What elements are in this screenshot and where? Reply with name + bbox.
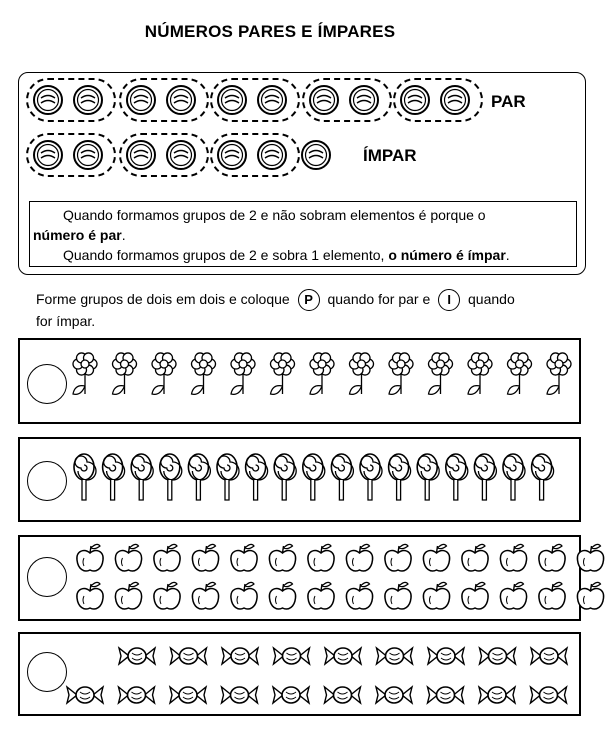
coin-icon <box>72 139 104 171</box>
candy-icon <box>428 648 464 664</box>
lollipop-icon <box>246 454 268 500</box>
par-label: PAR <box>491 92 526 111</box>
exercise-row-apples <box>18 535 581 621</box>
lollipop-icon <box>217 454 239 500</box>
coin-icon <box>348 84 380 116</box>
coin-icon <box>72 84 104 116</box>
flower-items <box>20 340 583 426</box>
apple-icon <box>423 582 449 609</box>
coin-icon <box>256 84 288 116</box>
candy-icon <box>119 687 155 703</box>
flower-icon <box>231 353 255 394</box>
lollipop-icon <box>303 454 325 500</box>
flower-icon <box>508 353 532 394</box>
coin-icon <box>165 139 197 171</box>
candy-icon <box>480 648 516 664</box>
lollipop-icon <box>474 454 496 500</box>
apple-icon <box>77 544 103 571</box>
apple-icon <box>577 544 603 571</box>
lollipop-icon <box>360 454 382 500</box>
exercise-row-candies <box>18 632 581 716</box>
candy-icon <box>376 687 412 703</box>
apple-icon <box>423 544 449 571</box>
candy-icon <box>119 648 155 664</box>
rule-line-1: Quando formamos grupos de 2 e não sobram elementos é porque o <box>63 207 486 223</box>
coin-icon <box>165 84 197 116</box>
candy-icon <box>428 687 464 703</box>
flower-icon <box>271 353 295 394</box>
lollipop-icon <box>188 454 210 500</box>
flower-icon <box>152 353 176 394</box>
apple-icon <box>346 544 372 571</box>
coin-icon <box>256 139 288 171</box>
apple-icon <box>500 582 526 609</box>
flower-icon <box>350 353 374 394</box>
coin-icon <box>308 84 340 116</box>
candy-icon <box>325 687 361 703</box>
apple-icon <box>231 582 257 609</box>
coin-icon <box>399 84 431 116</box>
apple-icon <box>462 544 488 571</box>
instruction: Forme grupos de dois em dois e coloque P quando for par e I quando for ímpar. <box>36 291 515 330</box>
apple-icon <box>77 582 103 609</box>
apple-icon <box>154 582 180 609</box>
lollipop-icon <box>389 454 411 500</box>
candy-items <box>20 634 583 718</box>
i-letter-circle: I <box>438 289 460 311</box>
p-letter-circle: P <box>298 289 320 311</box>
apple-icon <box>115 544 141 571</box>
coin-icon <box>32 84 64 116</box>
rule-line-1b: número é par. <box>33 227 126 243</box>
coin-icon <box>216 139 248 171</box>
flower-icon <box>113 353 137 394</box>
lollipop-icon <box>274 454 296 500</box>
candy-icon <box>171 648 207 664</box>
lollipop-icon <box>331 454 353 500</box>
rule-line-2: Quando formamos grupos de 2 e sobra 1 elemento, o número é ímpar. <box>63 247 510 263</box>
apple-icon <box>385 544 411 571</box>
candy-icon <box>222 648 258 664</box>
flower-icon <box>73 353 97 394</box>
apple-icon <box>115 582 141 609</box>
apple-icon <box>539 544 565 571</box>
apple-icon <box>346 582 372 609</box>
apple-icon <box>385 582 411 609</box>
apple-items <box>20 537 583 623</box>
exercise-row-lollipops <box>18 437 581 522</box>
lollipop-items <box>20 439 583 524</box>
apple-icon <box>269 582 295 609</box>
coin-icon <box>125 84 157 116</box>
flower-icon <box>547 353 571 394</box>
lollipop-icon <box>417 454 439 500</box>
coin-icon <box>300 139 332 171</box>
coin-icon <box>32 139 64 171</box>
apple-icon <box>308 544 334 571</box>
apple-icon <box>231 544 257 571</box>
flower-icon <box>310 353 334 394</box>
flower-icon <box>389 353 413 394</box>
candy-icon <box>274 648 310 664</box>
apple-icon <box>154 544 180 571</box>
lollipop-icon <box>103 454 125 500</box>
apple-icon <box>192 582 218 609</box>
candy-icon <box>170 687 206 703</box>
apple-icon <box>577 582 603 609</box>
candy-icon <box>222 687 258 703</box>
coin-icon <box>216 84 248 116</box>
lollipop-icon <box>532 454 554 500</box>
apple-icon <box>462 582 488 609</box>
lollipop-icon <box>74 454 96 500</box>
candy-icon <box>325 648 361 664</box>
apple-icon <box>269 544 295 571</box>
flower-icon <box>429 353 453 394</box>
coin-icon <box>439 84 471 116</box>
lollipop-icon <box>503 454 525 500</box>
apple-icon <box>192 544 218 571</box>
coin-icon <box>125 139 157 171</box>
candy-icon <box>377 648 413 664</box>
candy-icon <box>531 687 567 703</box>
apple-icon <box>539 582 565 609</box>
flower-icon <box>468 353 492 394</box>
flower-icon <box>192 353 216 394</box>
candy-icon <box>479 687 515 703</box>
lollipop-icon <box>160 454 182 500</box>
lollipop-icon <box>446 454 468 500</box>
apple-icon <box>308 582 334 609</box>
candy-icon <box>273 687 309 703</box>
lollipop-icon <box>131 454 153 500</box>
apple-icon <box>500 544 526 571</box>
page-title: NÚMEROS PARES E ÍMPARES <box>144 22 396 41</box>
impar-label: ÍMPAR <box>363 146 417 165</box>
candy-icon <box>531 648 567 664</box>
exercise-row-flowers <box>18 338 581 424</box>
candy-icon <box>67 687 103 703</box>
